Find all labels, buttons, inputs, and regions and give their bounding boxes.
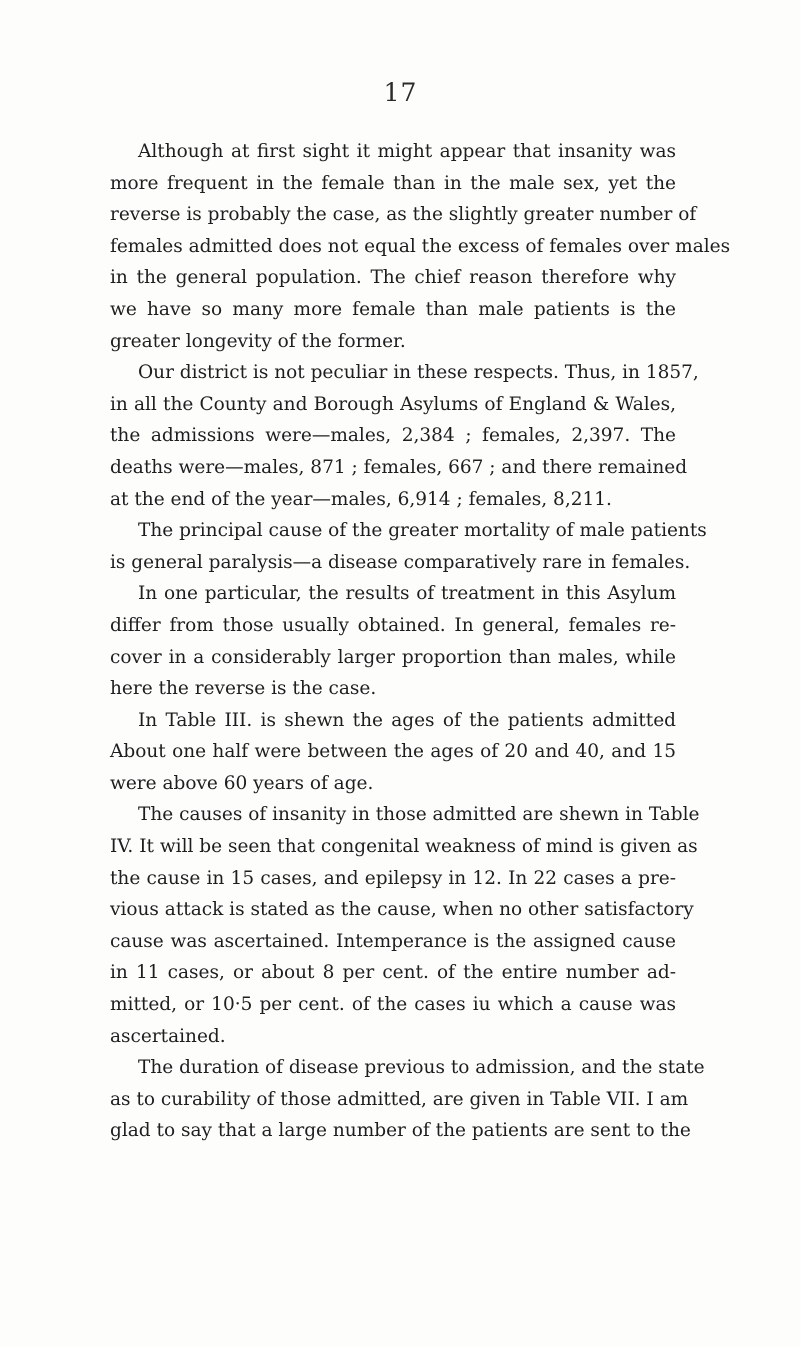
text-line: here the reverse is the case. — [110, 678, 377, 700]
text-line: in 11 cases, or about 8 per cent. of the entire number ad- — [110, 962, 676, 984]
text-line: glad to say that a large number of the patients are sent to the — [110, 1120, 691, 1142]
text-line: at the end of the year—males, 6,914 ; females, 8,211. — [110, 488, 612, 510]
text-line: deaths were—males, 871 ; females, 667 ; and there remained — [110, 456, 688, 478]
text-line: IV. It will be seen that congenital weakness of mind is given as — [110, 836, 698, 858]
body-text — [110, 136, 731, 1147]
text-line: as to curability of those admitted, are given in Table VII. I am — [110, 1088, 689, 1110]
text-line: In Table III. is shewn the ages of the patients admitted — [138, 709, 676, 731]
text-line: is general paralysis—a disease comparatively rare in females. — [110, 551, 691, 573]
text-line: reverse is probably the case, as the slightly greater number of — [110, 204, 697, 226]
text-line: the cause in 15 cases, and epilepsy in 12. In 22 cases a pre- — [110, 867, 676, 889]
text-line: we have so many more female than male patients is the — [110, 298, 676, 320]
text-line: The duration of disease previous to admission, and the state — [138, 1057, 705, 1079]
text-line: in the general population. The chief reason therefore why — [110, 267, 676, 289]
text-line: cover in a considerably larger proportion than males, while — [110, 646, 676, 668]
page-number: 17 — [383, 78, 418, 107]
text-line: In one particular, the results of treatment in this Asylum — [138, 583, 676, 605]
text-line: About one half were between the ages of 20 and 40, and 15 — [110, 741, 676, 763]
text-line: in all the County and Borough Asylums of England & Wales, — [110, 393, 676, 415]
text-line: Although at first sight it might appear that insanity was — [138, 141, 676, 162]
text-line: differ from those usually obtained. In general, females re- — [110, 614, 676, 636]
text-line: mitted, or 10·5 per cent. of the cases iu which a cause was — [110, 994, 676, 1016]
text-line: greater longevity of the former. — [110, 330, 406, 352]
text-line: females admitted does not equal the excess of females over males — [110, 235, 731, 257]
text-line: cause was ascertained. Intemperance is the assigned cause — [110, 930, 676, 952]
text-line: The principal cause of the greater mortality of male patients — [138, 520, 707, 542]
text-line: vious attack is stated as the cause, when no other satisfactory — [110, 899, 694, 921]
text-line: more frequent in the female than in the male sex, yet the — [110, 172, 676, 194]
text-line: the admissions were—males, 2,384 ; females, 2,397. The — [110, 425, 676, 447]
text-line: Our district is not peculiar in these respects. Thus, in 1857, — [138, 362, 699, 384]
text-line: were above 60 years of age. — [110, 772, 374, 794]
text-line: The causes of insanity in those admitted are shewn in Table — [138, 804, 700, 826]
text-line: ascertained. — [110, 1025, 226, 1047]
